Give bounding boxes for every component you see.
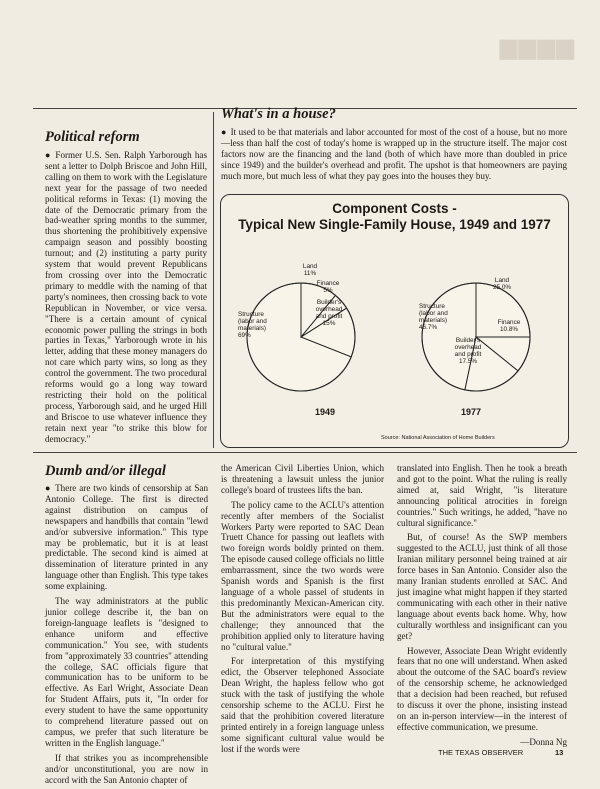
chart-source: Source: National Association of Home Builders <box>381 435 495 441</box>
section-rule <box>33 452 577 453</box>
label-1949-land: Land 11% <box>302 263 318 277</box>
bleed-through-decoration: ▆▆▆▆ <box>500 34 576 59</box>
page-number: 13 <box>555 748 564 757</box>
illegal-paragraph: The way administrators at the public junior college describe it, the ban on foreign-language leaflets is "designed to enhance uniform and effective communication." You see, with students from "approximately 33 countries" attending the college, SAC officials figure that communication has to be uniform to be effective. As Earl Wright, Associate Dean for Student Affairs, puts it, "In order for every student to have the same opportunity to comprehend literature passed out on campus, we prefer that such literature be written in the English language." <box>45 596 208 748</box>
year-1949: 1949 <box>315 407 336 417</box>
label-1949-structure: Structure (labor and materials) 69% <box>238 311 267 339</box>
label-1977-land: Land 25.0% <box>492 277 512 291</box>
chart-title-line1: Component Costs - <box>332 201 457 216</box>
illegal-paragraph: If that strikes you as incomprehensible and/or unconstitutional, you are now in accord with the San Antonio chapter of <box>45 752 208 785</box>
political-paragraph: ● Former U.S. Sen. Ralph Yarborough has sent a letter to Dolph Briscoe and John Hill, calling on them to work with the Legislature next year for the passage of two needed political reforms in Texas: (1) moving the date of the Democratic primary from the bad-weather spring months to the summer, thus shortening the prohibitively expensive campaign season and possibly boosting turnout; and (2) instituting a party purity system that would prevent Republicans from crossing over into the Democratic primary to meddle with the naming of that party's nominees, then crossing back to vote Republican in November, or vice versa. "There is a certain amount of cynical economic power pulling the strings in both parties in Texas," Yarborough wrote in his letter, adding that these money managers do not care which party wins, so long as they control the government. The two procedural reforms would go a long way toward restricting their hold on the political process, Yarborough said, and he urged Hill and Briscoe to use whatever influence they retain next year "to strike this blow for democracy." <box>45 150 207 444</box>
illegal-paragraph: The policy came to the ACLU's attention recently after members of the Socialist Workers Party were reported to SAC Dean Truett Chance for passing out leaflets with two foreign words boldly printed on them. The episode caused college officials no little embarrassment, since the two words were Spanish words and Spanish is the first language of a whole passel of students in this predominantly Mexican-American city. But the administrators were equal to the challenge; they announced that the prohibition applied only to literature having no "cultural value." <box>221 499 384 652</box>
column-divider <box>213 112 214 448</box>
publication-name: THE TEXAS OBSERVER <box>438 748 524 757</box>
illegal-paragraph: But, of course! As the SWP members suggested to the ACLU, just think of all those Iranian military personnel being trained at air force bases in San Antonio. Consider also the many Iranian students enrolled at SAC. And just imagine what might happen if they started communicating with each other in their native language about events back home. Why, how culturally worthless and insignificant can you get? <box>397 532 567 641</box>
label-1949-finance: Finance 5% <box>316 280 340 294</box>
byline: —Donna Ng <box>520 736 567 747</box>
house-column <box>221 127 567 186</box>
illegal-paragraph: ● There are two kinds of censorship at San Antonio College. The first is directed against distribution on campus of newspapers and handbills that contain "lewd and/or subversive information." This type may be problematic, but it is at least predictable. The second kind is aimed at dissemination of literature printed in any language other than English. This type takes some explaining. <box>45 483 208 592</box>
label-1977-builder: Builder's overhead and profit 17.5% <box>454 337 482 365</box>
label-1949-builder: Builder's overhead and profit 15% <box>315 299 343 327</box>
political-column <box>45 150 207 448</box>
illegal-column-2 <box>221 463 384 759</box>
political-heading: Political reform <box>45 129 140 145</box>
illegal-paragraph: the American Civil Liberties Union, which is threatening a lawsuit unless the junior college's board of trustees lifts the ban. <box>221 463 384 495</box>
bullet-icon: ● <box>221 127 227 137</box>
illegal-paragraph: However, Associate Dean Wright evidently fears that no one will understand. When asked about the outcome of the SAC board's review of the censorship scheme, he acknowledged that a decision had been reached, but refused to discuss it over the phone, insisting instead on an in-person interview—in the interest of effective communication, we presume. <box>397 645 567 732</box>
label-1977-finance: Finance 10.8% <box>497 319 521 333</box>
label-1977-structure: Structure (labor and materials) 46.7% <box>419 303 448 331</box>
chart-subtitle: Typical New Single-Family House, 1949 and 1977 <box>238 217 551 232</box>
year-1977: 1977 <box>461 407 482 417</box>
illegal-paragraph: translated into English. Then he took a breath and got to the point. What the ruling is really aimed at, said Wright, "is literature announcing political atrocities in foreign countries." Such writings, he added, "have no cultural significance." <box>397 463 567 528</box>
house-heading: What's in a house? <box>221 106 336 122</box>
component-costs-chart <box>220 194 569 448</box>
illegal-column-1 <box>45 483 208 789</box>
illegal-column-3 <box>397 463 567 748</box>
illegal-heading: Dumb and/or illegal <box>45 463 166 479</box>
bullet-icon: ● <box>45 150 52 160</box>
bullet-icon: ● <box>45 483 52 493</box>
illegal-paragraph: For interpretation of this mystifying edict, the Observer telephoned Associate Dean Wright, the hapless fellow who got stuck with the task of justifying the whole censorship scheme to the ACLU. First he said that the prohibition covered literature printed entirely in a foreign language unless some significant cultural value would be lost if the words were <box>221 656 384 754</box>
house-paragraph: ● It used to be that materials and labor accounted for most of the cost of a house, but no more—less than half the cost of today's home is wrapped up in the structure itself. The major cost factors now are the financing and the land (both of which have more than doubled in price since 1949) and the builder's overhead and profit. The upshot is that homeowners are paying much more, but much less of what they pay goes into the houses they buy. <box>221 127 567 181</box>
